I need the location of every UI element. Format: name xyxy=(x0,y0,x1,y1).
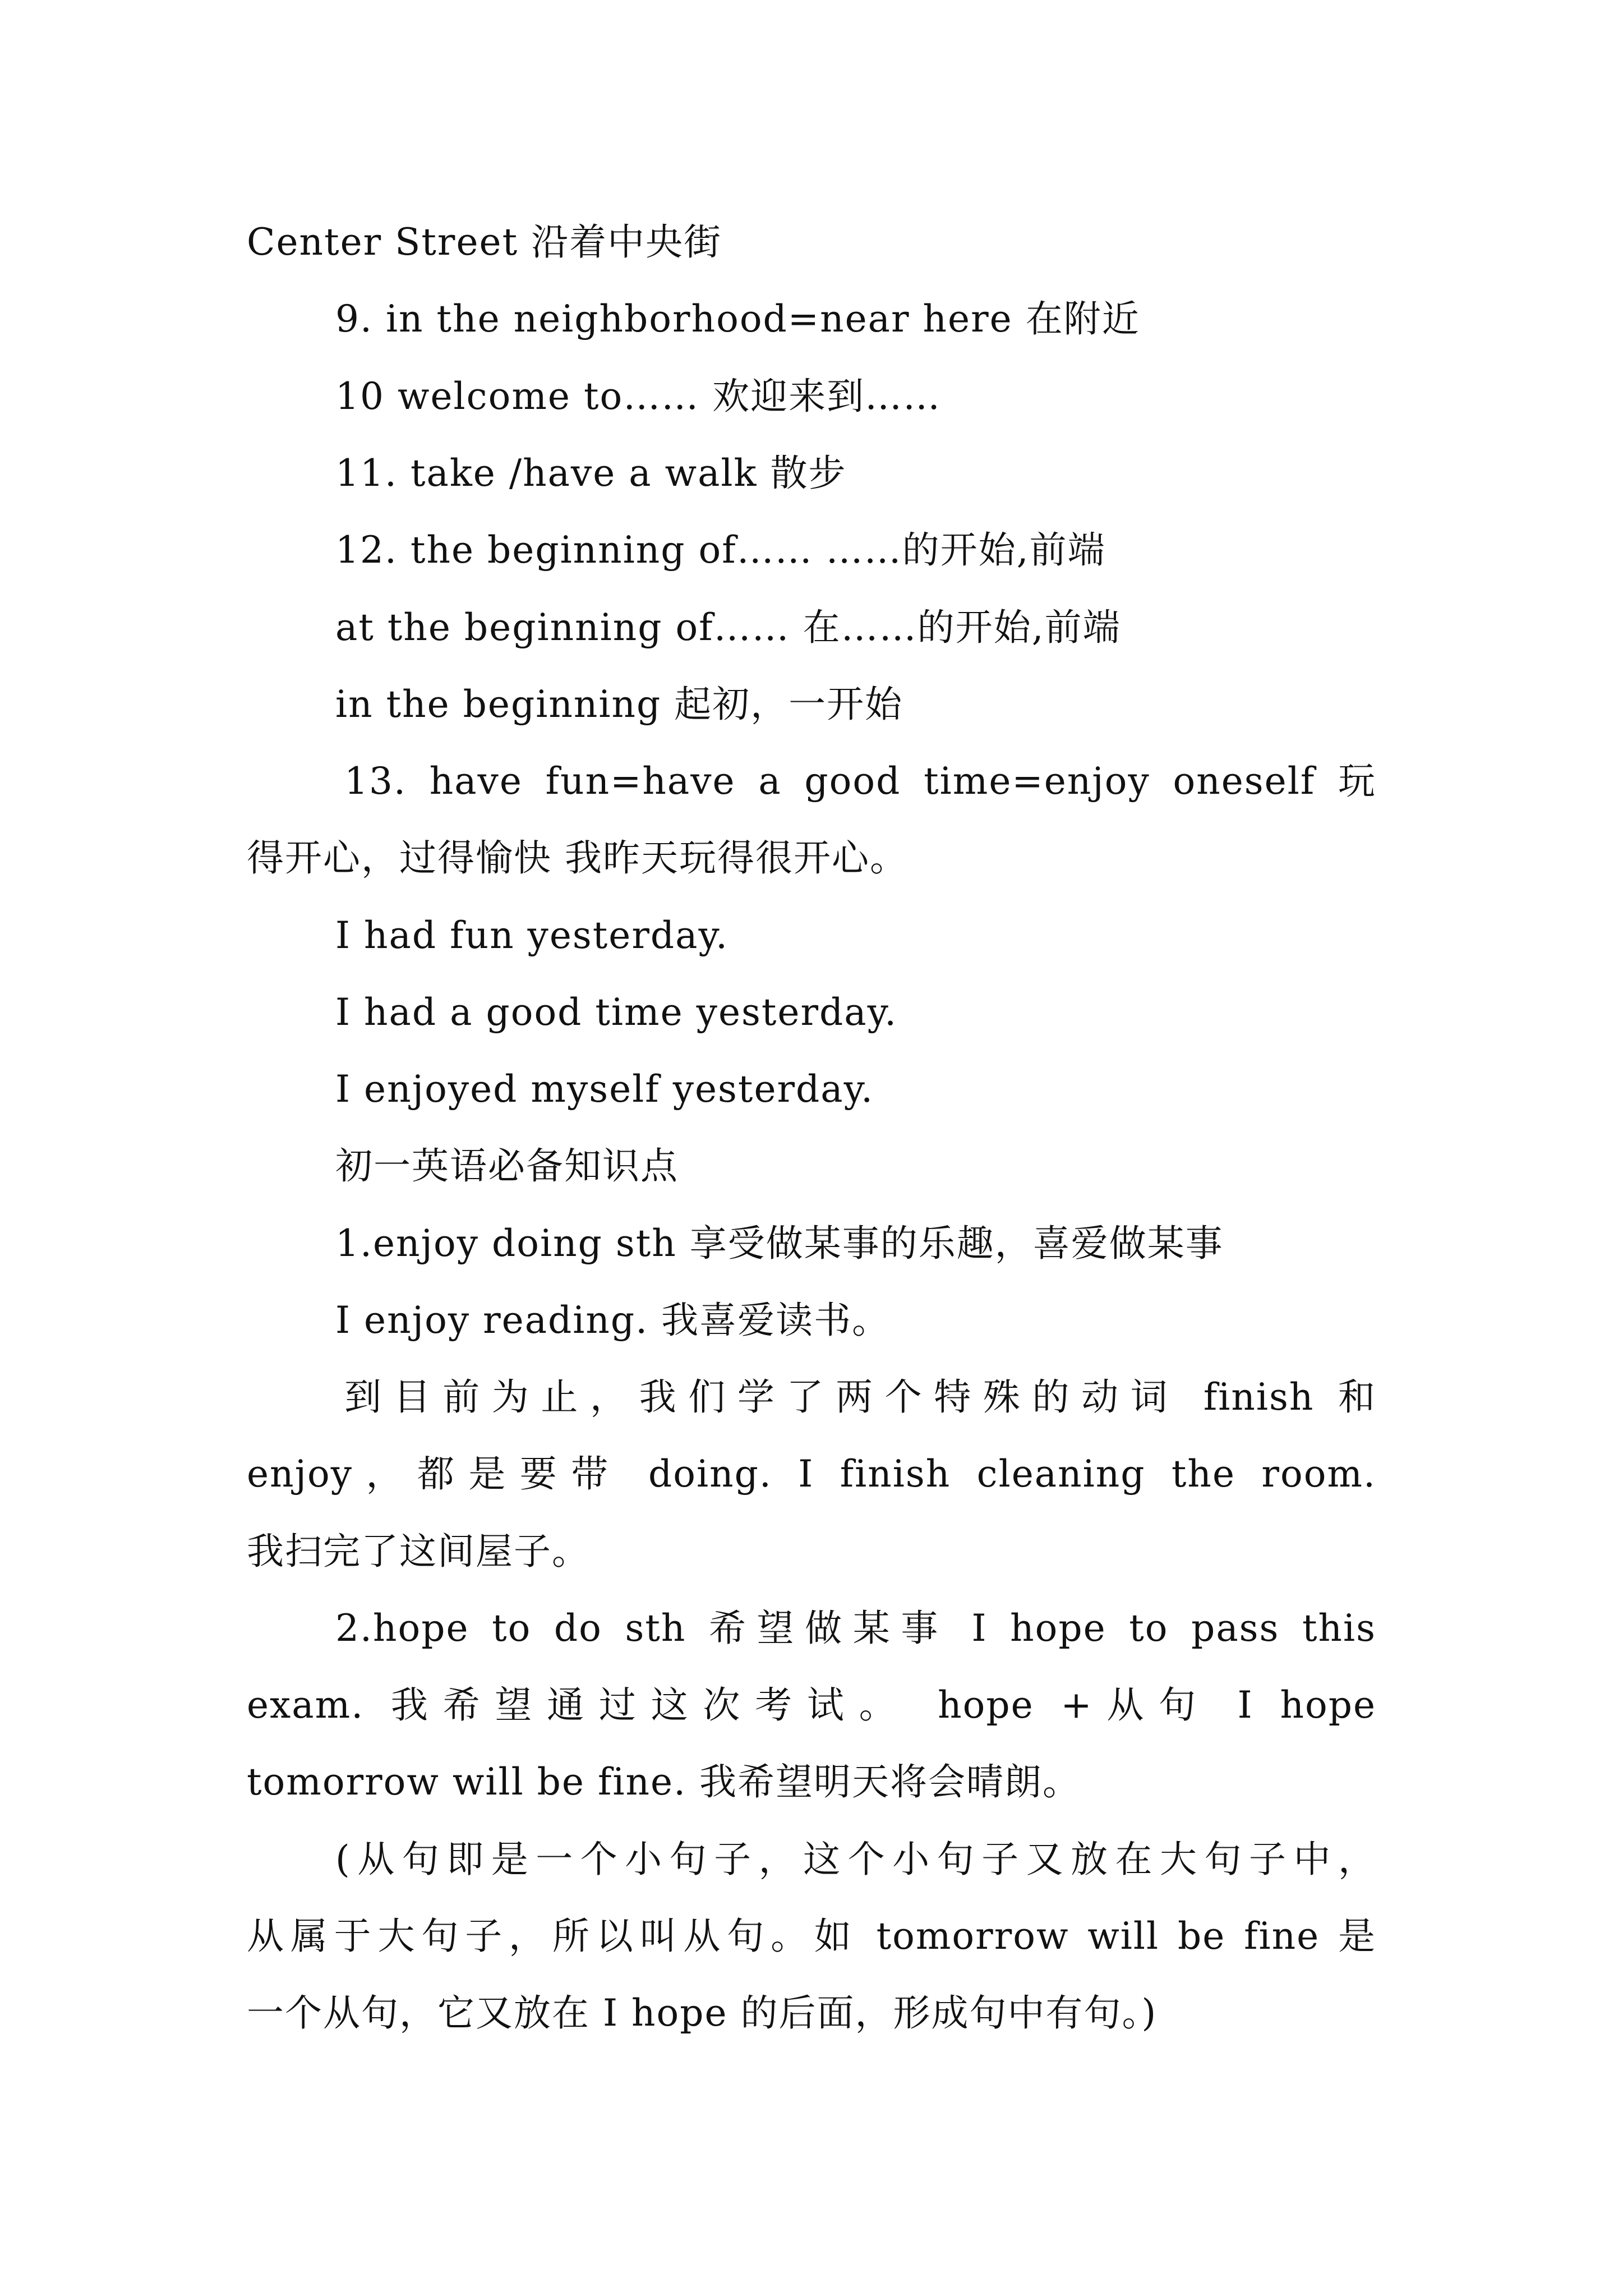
text-line: enjoy，都是要带 doing. I finish cleaning the room. xyxy=(247,1452,1376,1496)
text-line: I enjoyed myself yesterday. xyxy=(335,1068,874,1111)
text-line: 9. in the neighborhood=near here 在附近 xyxy=(335,297,1140,341)
text-line: I had a good time yesterday. xyxy=(335,991,898,1034)
text-line: tomorrow will be fine. 我希望明天将会晴朗。 xyxy=(247,1760,1081,1803)
text-line: (从句即是一个小句子，这个小句子又放在大句子中， xyxy=(335,1838,1376,1881)
text-line: I had fun yesterday. xyxy=(335,914,728,957)
text-line: 2.hope to do sth 希望做某事 I hope to pass this xyxy=(335,1607,1376,1650)
text-line: 从属于大句子，所以叫从句。如 tomorrow will be fine 是 xyxy=(247,1915,1376,1958)
text-line: at the beginning of…… 在……的开始,前端 xyxy=(335,606,1121,649)
text-line: 13. have fun=have a good time=enjoy oneself 玩 xyxy=(344,760,1376,803)
text-line: 一个从句，它又放在 I hope 的后面，形成句中有句。) xyxy=(247,1991,1158,2035)
section-heading: 初一英语必备知识点 xyxy=(335,1144,679,1188)
text-line: in the beginning 起初，一开始 xyxy=(335,683,903,726)
text-line: 10 welcome to…… 欢迎来到…… xyxy=(335,375,942,418)
text-line: 1.enjoy doing sth 享受做某事的乐趣，喜爱做某事 xyxy=(335,1222,1224,1265)
text-line: 11. take /have a walk 散步 xyxy=(335,452,847,495)
text-line: 我扫完了这间屋子。 xyxy=(247,1530,590,1573)
text-line: 得开心，过得愉快 我昨天玩得很开心。 xyxy=(247,836,908,880)
text-line: 12. the beginning of…… ……的开始,前端 xyxy=(335,528,1106,572)
text-line: exam. 我希望通过这次考试。 hope +从句 I hope xyxy=(247,1683,1376,1727)
text-line: I enjoy reading. 我喜爱读书。 xyxy=(335,1299,891,1342)
text-line: Center Street 沿着中央街 xyxy=(247,220,722,264)
text-line: 到目前为止，我们学了两个特殊的动词 finish 和 xyxy=(344,1375,1376,1419)
